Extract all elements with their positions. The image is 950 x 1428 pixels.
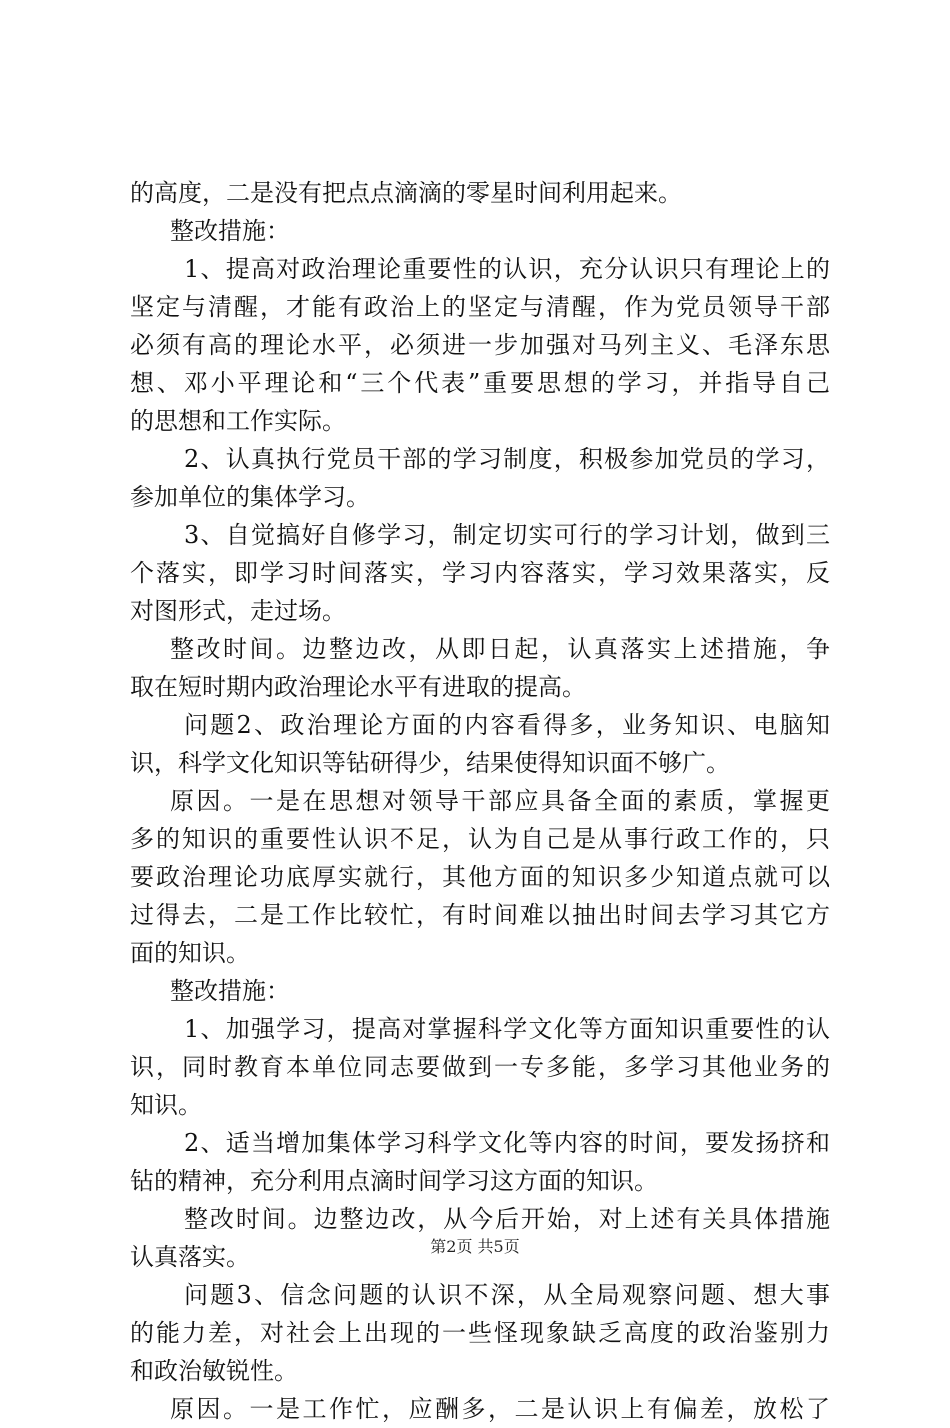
text-line: 3、自觉搞好自修学习，制定切实可行的学习计划，做到三 (184, 521, 830, 549)
text-line: 坚定与清醒，才能有政治上的坚定与清醒，作为党员领导干部 (130, 293, 830, 321)
text-line: 问题3、信念问题的认识不深，从全局观察问题、想大事 (184, 1281, 830, 1309)
text-line: 1、加强学习，提高对掌握科学文化等方面知识重要性的认 (184, 1015, 830, 1043)
page-footer (0, 1236, 950, 1258)
text-line: 面的知识。 (130, 939, 250, 967)
text-line: 2、适当增加集体学习科学文化等内容的时间，要发扬挤和 (184, 1129, 830, 1157)
text-line: 参加单位的集体学习。 (130, 483, 370, 511)
text-line: 的能力差，对社会上出现的一些怪现象缺乏高度的政治鉴别力 (130, 1319, 830, 1347)
text-line: 的高度，二是没有把点点滴滴的零星时间利用起来。 (130, 179, 682, 207)
text-line: 原因。一是在思想对领导干部应具备全面的素质，掌握更 (170, 787, 830, 815)
text-line: 整改时间。边整边改，从即日起，认真落实上述措施，争 (170, 635, 830, 663)
text-line: 和政治敏锐性。 (130, 1357, 298, 1385)
text-line: 认真落实。 (130, 1243, 250, 1271)
page-number-label: 第2页 共5页 (430, 1237, 520, 1256)
text-line: 原因。一是工作忙，应酬多，二是认识上有偏差，放松了 (170, 1395, 830, 1423)
text-line: 识，同时教育本单位同志要做到一专多能，多学习其他业务的 (130, 1053, 830, 1081)
text-line: 过得去，二是工作比较忙，有时间难以抽出时间去学习其它方 (130, 901, 830, 929)
text-line: 多的知识的重要性认识不足，认为自己是从事行政工作的，只 (130, 825, 830, 853)
text-line: 整改措施： (170, 217, 290, 245)
text-line: 知识。 (130, 1091, 202, 1119)
text-line: 的思想和工作实际。 (130, 407, 346, 435)
text-line: 整改措施： (170, 977, 290, 1005)
text-line: 识，科学文化知识等钻研得少，结果使得知识面不够广。 (130, 749, 730, 777)
text-line: 想、邓小平理论和“三个代表”重要思想的学习，并指导自己 (130, 369, 830, 397)
text-line: 必须有高的理论水平，必须进一步加强对马列主义、毛泽东思 (130, 331, 830, 359)
text-line: 钻的精神，充分利用点滴时间学习这方面的知识。 (130, 1167, 658, 1195)
text-line: 个落实，即学习时间落实，学习内容落实，学习效果落实，反 (130, 559, 830, 587)
text-line: 1、提高对政治理论重要性的认识，充分认识只有理论上的 (184, 255, 830, 283)
text-line: 取在短时期内政治理论水平有进取的提高。 (130, 673, 586, 701)
text-line: 要政治理论功底厚实就行，其他方面的知识多少知道点就可以 (130, 863, 830, 891)
text-line: 问题2、政治理论方面的内容看得多，业务知识、电脑知 (184, 711, 830, 739)
text-line: 2、认真执行党员干部的学习制度，积极参加党员的学习， (184, 445, 830, 473)
text-line: 对图形式，走过场。 (130, 597, 346, 625)
text-line: 整改时间。边整边改，从今后开始，对上述有关具体措施 (184, 1205, 830, 1233)
